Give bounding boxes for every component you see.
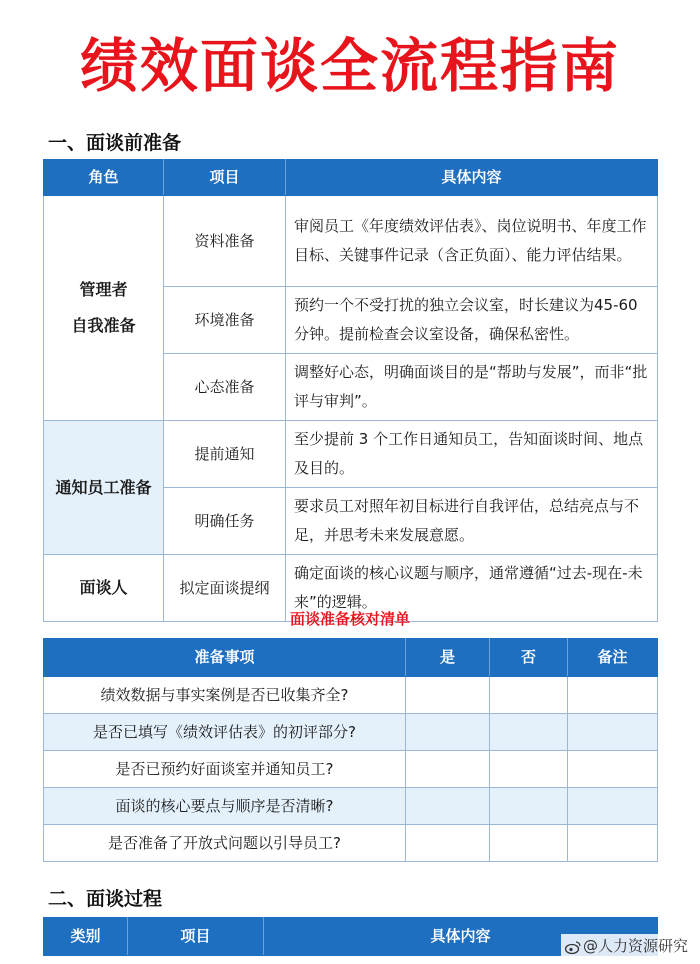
col-header-content: 具体内容 bbox=[286, 160, 658, 196]
col-header-category: 类别 bbox=[44, 918, 128, 956]
content-cell: 要求员工对照年初目标进行自我评估，总结亮点与不足，并思考未来发展意愿。 bbox=[286, 488, 658, 555]
checklist-yes-cell[interactable] bbox=[406, 788, 490, 825]
checklist-note-cell[interactable] bbox=[568, 714, 658, 751]
checklist-table bbox=[43, 638, 658, 862]
content-cell: 至少提前 3 个工作日通知员工，告知面谈时间、地点及目的。 bbox=[286, 421, 658, 488]
checklist-title: 面谈准备核对清单 bbox=[289, 610, 410, 628]
col-header-item: 项目 bbox=[164, 160, 286, 196]
checklist-note-cell[interactable] bbox=[568, 825, 658, 862]
checklist-no-cell[interactable] bbox=[490, 751, 568, 788]
item-cell: 心态准备 bbox=[164, 354, 286, 421]
checklist-question: 绩效数据与事实案例是否已收集齐全? bbox=[44, 677, 406, 714]
watermark-text: @人力资源研究 bbox=[582, 937, 688, 955]
weibo-icon bbox=[565, 940, 581, 954]
checklist-question: 是否已填写《绩效评估表》的初评部分? bbox=[44, 714, 406, 751]
item-cell: 资料准备 bbox=[164, 196, 286, 287]
col-header-yes: 是 bbox=[406, 639, 490, 677]
checklist-question: 是否准备了开放式问题以引导员工? bbox=[44, 825, 406, 862]
item-cell: 提前通知 bbox=[164, 421, 286, 488]
checklist-yes-cell[interactable] bbox=[406, 825, 490, 862]
checklist-yes-cell[interactable] bbox=[406, 714, 490, 751]
checklist-yes-cell[interactable] bbox=[406, 751, 490, 788]
content-cell: 调整好心态，明确面谈目的是“帮助与发展”，而非“批评与审判”。 bbox=[286, 354, 658, 421]
item-cell: 拟定面谈提纲 bbox=[164, 555, 286, 622]
role-interviewer: 面谈人 bbox=[44, 555, 164, 622]
col-header-no: 否 bbox=[490, 639, 568, 677]
checklist-question: 面谈的核心要点与顺序是否清晰? bbox=[44, 788, 406, 825]
item-cell: 环境准备 bbox=[164, 287, 286, 354]
role-manager: 管理者 自我准备 bbox=[44, 196, 164, 421]
role-notify-employee: 通知员工准备 bbox=[44, 421, 164, 555]
page-title: 绩效面谈全流程指南 bbox=[79, 32, 620, 100]
checklist-no-cell[interactable] bbox=[490, 714, 568, 751]
col-header-role: 角色 bbox=[44, 160, 164, 196]
content-cell: 预约一个不受打扰的独立会议室，时长建议为45-60 分钟。提前检查会议室设备，确保私密性。 bbox=[286, 287, 658, 354]
checklist-question: 是否已预约好面谈室并通知员工? bbox=[44, 751, 406, 788]
checklist-note-cell[interactable] bbox=[568, 751, 658, 788]
col-header-note: 备注 bbox=[568, 639, 658, 677]
content-cell: 确定面谈的核心议题与顺序，通常遵循“过去-现在-未来”的逻辑。 bbox=[286, 555, 658, 622]
prep-table bbox=[43, 159, 658, 622]
checklist-no-cell[interactable] bbox=[490, 677, 568, 714]
col-header-item: 项目 bbox=[128, 918, 264, 956]
content-cell: 审阅员工《年度绩效评估表》、岗位说明书、年度工作目标、关键事件记录（含正负面）、能力评估结果。 bbox=[286, 196, 658, 287]
section-heading-process: 二、面谈过程 bbox=[48, 888, 163, 910]
checklist-note-cell[interactable] bbox=[568, 677, 658, 714]
checklist-yes-cell[interactable] bbox=[406, 677, 490, 714]
checklist-note-cell[interactable] bbox=[568, 788, 658, 825]
checklist-no-cell[interactable] bbox=[490, 825, 568, 862]
col-header-content: 具体内容 bbox=[264, 918, 658, 956]
item-cell: 明确任务 bbox=[164, 488, 286, 555]
section-heading-prep: 一、面谈前准备 bbox=[48, 132, 182, 154]
checklist-no-cell[interactable] bbox=[490, 788, 568, 825]
watermark bbox=[561, 934, 692, 958]
col-header-prep-item: 准备事项 bbox=[44, 639, 406, 677]
